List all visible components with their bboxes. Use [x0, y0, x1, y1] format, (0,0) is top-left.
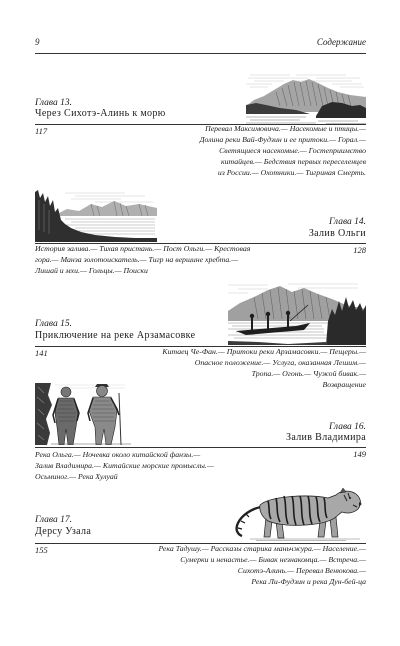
chapter-13-label: Глава 13. — [35, 98, 72, 108]
chapter-13-title: Через Сихотэ-Алинь к морю — [35, 108, 166, 119]
chapter-16-title: Залив Владимира — [285, 432, 366, 443]
chapter-17-title: Дерсу Узала — [35, 526, 92, 537]
chapter-17-label: Глава 17. — [35, 515, 72, 525]
chapter-15-page-number: 141 — [35, 348, 48, 358]
chapter-14-title: Залив Ольги — [308, 228, 366, 239]
chapter-17-page-number: 155 — [35, 545, 48, 555]
chapter-16-description-line: Осьминог.— Река Хулуай — [35, 472, 118, 481]
chapter-15-description-line: Возвращение — [322, 380, 366, 389]
chapter-14-description-line: История залива.— Тихая пристань.— Пост Ольги.— Крестовая — [35, 244, 251, 253]
chapter-15-title: Приключение на реке Арзамасовке — [35, 330, 196, 341]
chapter-13-description-line: Перевал Максимовича.— Насекомые и птицы.— — [205, 124, 366, 133]
chapter-16-description-line: Река Ольга.— Ночевка около китайской фанзы.— — [35, 450, 201, 459]
chapter-15-label: Глава 15. — [35, 319, 72, 329]
chapter-14-label: Глава 14. — [329, 217, 366, 227]
chapter-15-description-line: Китаец Че-Фан.— Притоки реки Арзамасовки.— Пещеры.— — [162, 347, 366, 356]
chapter-14-page-number: 128 — [353, 245, 366, 255]
chapter-14-description-line: гора.— Манза золотоискатель.— Тигр на вершине хребта.— — [35, 255, 239, 264]
chapter-17-description-line: Река Ли-Фудзин и река Дун-бей-ца — [251, 577, 366, 586]
chapter-13-page-number: 117 — [35, 126, 48, 136]
chapter-17-description-line: Река Тадушу.— Рассказы старика маньчжура.— Население.— — [158, 544, 366, 553]
page-number: 9 — [35, 37, 40, 47]
chapter-17-description-line: Сумерки и ненастье.— Бивак незнакомца.— Встреча.— — [180, 555, 366, 564]
chapter-13-description-line: Долина реки Вай-Фудзин и ее притоки.— Горал.— — [199, 135, 366, 144]
running-header-title: Содержание — [316, 37, 366, 47]
chapter-13-description-line: китайцев.— Бедствия первых переселенцев — [220, 157, 366, 166]
chapter-13-description-line: Светящиеся насекомые.— Гостеприимство — [219, 146, 366, 155]
chapter-15-description-line: Опасное положение.— Услуга, оказанная Лешим.— — [194, 358, 366, 367]
chapter-16-label: Глава 16. — [329, 422, 366, 432]
chapter-16-description-line: Залив Владимира.— Китайские морские промыслы.— — [35, 461, 214, 470]
chapter-13-description-line: из России.— Охотники.— Тигриная Смерть. — [217, 168, 366, 177]
tiger-illustration — [220, 481, 366, 541]
chapter-14-description-line: Лишай и мхи.— Гольцы.— Поиски — [35, 266, 148, 275]
chapter-16-page-number: 149 — [353, 449, 366, 459]
chapter-17-description-line: Сихотэ-Алинь.— Перевал Венюкова.— — [237, 566, 366, 575]
chapter-15-description-line: Тропа.— Огонь.— Чужой бивак.— — [251, 369, 366, 378]
